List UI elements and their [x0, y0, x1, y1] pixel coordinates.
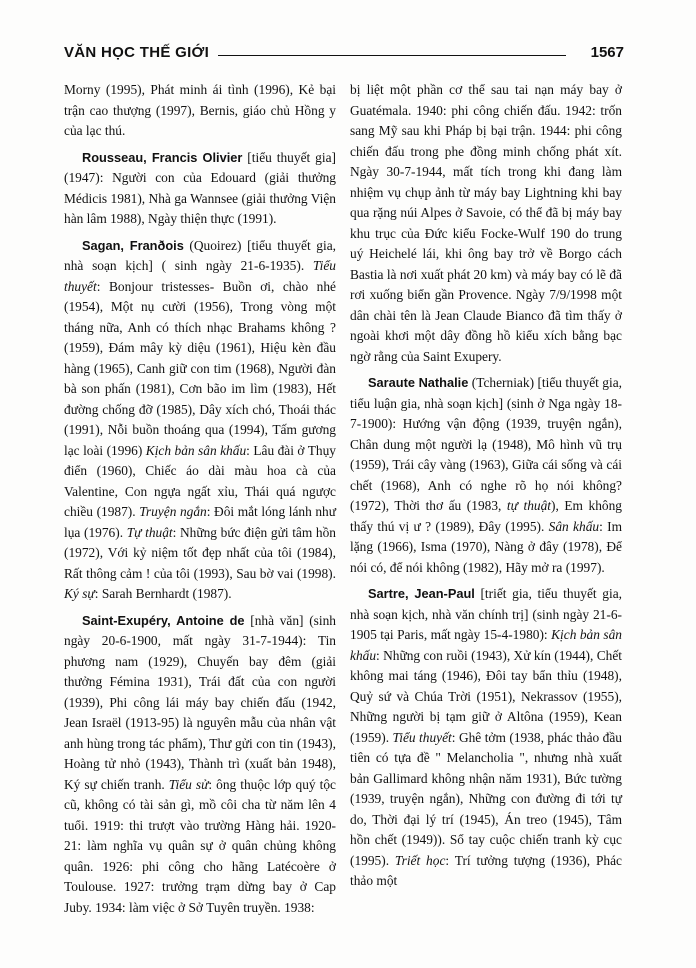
- genre-label: Tiểu thuyết: [392, 729, 452, 745]
- entry-saint-exupery: [64, 611, 336, 919]
- genre-label: Sân khấu: [548, 518, 600, 534]
- right-column: [350, 80, 622, 892]
- continuation-text: Morny (1995), Phát minh ái tình (1996), Kẻ bại trận cao thượng (1997), Bernis, giáo chủ Hồng y của lạc thú.: [64, 82, 336, 138]
- continuation-text: bị liệt một phần cơ thể sau tai nạn máy bay ở Guatémala. 1940: phi công chiến đấu. 1942: trốn sang Mỹ sau khi Pháp bị bại trận. 1944: phi công chiến đấu trong phe đồng minh chống phát xít. Ngày 30-7-1944, mất tích trong khi đang làm nhiệm vụ chụp ảnh từ máy bay Lightning khi bay qua rặng núi Alpes ở Savoie, có thể đã bị máy bay khu trục của Đức kiểu Focke-Wulf 190 do trung uý Heichelé lái, khi ông bay trở về Borgo cách Bastia là nơi xuất phát 20 km) và máy bay có lẽ đã rơi xuống biển gần Provence. Ngày 7/9/1998 một dân chài tên là Jean Claude Bianco đã tìm thấy ở ngoài khơi một dây đồng hồ kiểu xích bằng bạc ngờ rằng của Saint Exupery.: [350, 82, 622, 364]
- genre-label: Tiểu sử: [168, 776, 209, 792]
- genre-label: Ký sự: [64, 586, 95, 601]
- entry-name: Sagan, Franðois: [82, 237, 184, 253]
- entry-name: Rousseau, Francis Olivier: [82, 149, 243, 165]
- entry-text: : Im lặng (1966), Isma (1970), Nàng ở đây (1978), Để nói có, để nói không (1982), Hãy mở ra (1997).: [350, 518, 622, 575]
- genre-label: Kịch bản sân khấu: [350, 627, 622, 663]
- entry-text: : Những con ruồi (1943), Xử kín (1944), Chết không mai táng (1946), Đôi tay bẩn thỉu (1948), Quỷ sứ và Chúa Trời (1951), Nekrassov (1955), Những người bị tạm giữ ở Altôna (1959), Kean (1959).: [350, 647, 622, 745]
- header-rule: [218, 55, 566, 56]
- genre-label: Tiểu thuyết: [64, 258, 336, 294]
- entry-name: Sartre, Jean-Paul: [368, 586, 475, 601]
- genre-label: tự thuật: [506, 498, 552, 513]
- entry-text: : Trí tưởng tượng (1936), Phác thảo một: [350, 852, 622, 888]
- entry-sagan: [64, 236, 336, 605]
- entry-saraute: [350, 373, 622, 578]
- entry-sartre: [350, 584, 622, 892]
- entry-text: : Ghê tởm (1938, phác thảo đầu tiên có tựa đề " Melancholia ", nhưng nhà xuất bản Gallimard không nhận năm 1931), Bức tường (1939, truyện ngắn), Những con đường đi tới tự do, Thời đại lý trí (1945), Án treo (1945), Tâm hồn chết (1949)). Sổ tay cuộc chiến tranh kỳ cục (1995).: [350, 729, 622, 868]
- running-title: VĂN HỌC THẾ GIỚI: [64, 44, 210, 61]
- page-header: [64, 42, 624, 64]
- page-number: 1567: [590, 44, 624, 61]
- left-column: [64, 80, 336, 918]
- entry-name: Saint-Exupéry, Antoine de: [82, 612, 245, 628]
- entry-text: (Tcherniak) [tiểu thuyết gia, tiểu luận gia, nhà soạn kịch] (sinh ở Nga ngày 18-7-1900): Hướng vận động (1939, truyện ngắn), Chân dung một người lạ (1948), Mô hình vũ trụ (1959), Trái cây vàng (1963), Giữa cái sống và cái chết (1968), Anh có nghe rõ họ nói không? (1972), Thời thơ ấu (1983,: [350, 375, 622, 513]
- genre-label: Triết học: [394, 852, 446, 868]
- entry-text: : Lâu đài ở Thụy điển (1960), Chiếc áo dài màu hoa cà của Valentine, Con ngựa ngất xỉu, Thái quá ngược chiều (1987).: [64, 442, 336, 519]
- entry-text: : Bonjour tristesses- Buồn ơi, chào nhé (1954), Một nụ cười (1956), Trong vòng một tháng nữa, Anh có thích nhạc Brahams không ? (1959), Đám mây kỳ diệu (1961), Hiệu kèn đầu hàng (1965), Canh giữ con tim (1968), Người đàn bà son phấn (1981), Cơn bão im lìm (1983), Hết đường chống đỡ (1985), Dây xích chó, Thoái thác (1991), Nỗi buồn thoáng qua (1994), Tấm gương lạc loài (1996): [64, 278, 336, 458]
- entry-text: [nhà văn] (sinh ngày 20-6-1900, mất ngày 31-7-1944): Tin phương nam (1929), Chuyến bay đêm (giải thưởng Fémina 1931), Trái đất của con người (1939), Phi công lái máy bay chiến đấu (1942, Jean Israël (1913-95) là nguyên mẫu của nhân vật anh hùng trong tác phẩm), Thư gửi con tin (1943), Hoàng tử nhỏ (1943), Thành trì (xuất bản 1948), Ký sự chiến tranh.: [64, 612, 336, 792]
- entry-text: : Đôi mắt lóng lánh như lụa (1976).: [64, 504, 336, 540]
- entry-text: : ông thuộc lớp quý tộc cũ, không có tài sản gì, mồ côi cha từ năm lên 4 tuổi. 1919: thi trượt vào trường Hàng hải. 1920-21: làm nghĩa vụ quân sự ở quân chủng không quân. 1926: phi công cho hãng Latécoère ở Toulouse. 1927: trưởng trạm dừng bay ở Cap Juby. 1934: làm việc ở Sở Tuyên truyền. 1938:: [64, 776, 336, 915]
- genre-label: Kịch bản sân khấu: [145, 442, 247, 458]
- entry-text: : Những bức điện gửi tâm hồn (1972), Với kỷ niệm tốt đẹp nhất của tôi (1984), Rất thông cảm ! của tôi (1993), Sau bờ vai (1998).: [64, 524, 336, 581]
- entry-text: [triết gia, tiểu thuyết gia, nhà soạn kịch, nhà văn chính trị] (sinh ngày 21-6-1905 tại Paris, mất ngày 15-4-1980):: [350, 586, 622, 642]
- entry-name: Saraute Nathalie: [368, 375, 469, 390]
- genre-label: Tự thuật: [126, 524, 173, 540]
- genre-label: Truyện ngắn: [139, 504, 207, 519]
- entry-text: [tiểu thuyết gia] (1947): Người con của Edouard (giải thưởng Médicis 1981), Nhà ga Wannsee (giải thưởng Viện hàn lâm 1988), Ngày thiện thực (1991).: [64, 149, 336, 226]
- entry-rousseau: [64, 148, 336, 230]
- entry-text: (Quoirez) [tiểu thuyết gia, nhà soạn kịch] ( sinh ngày 21-6-1935).: [64, 237, 336, 273]
- entry-text: ), Em không thấy thú vị ư ? (1989), Đây (1995).: [350, 498, 622, 534]
- entry-text: : Sarah Bernhardt (1987).: [94, 586, 232, 601]
